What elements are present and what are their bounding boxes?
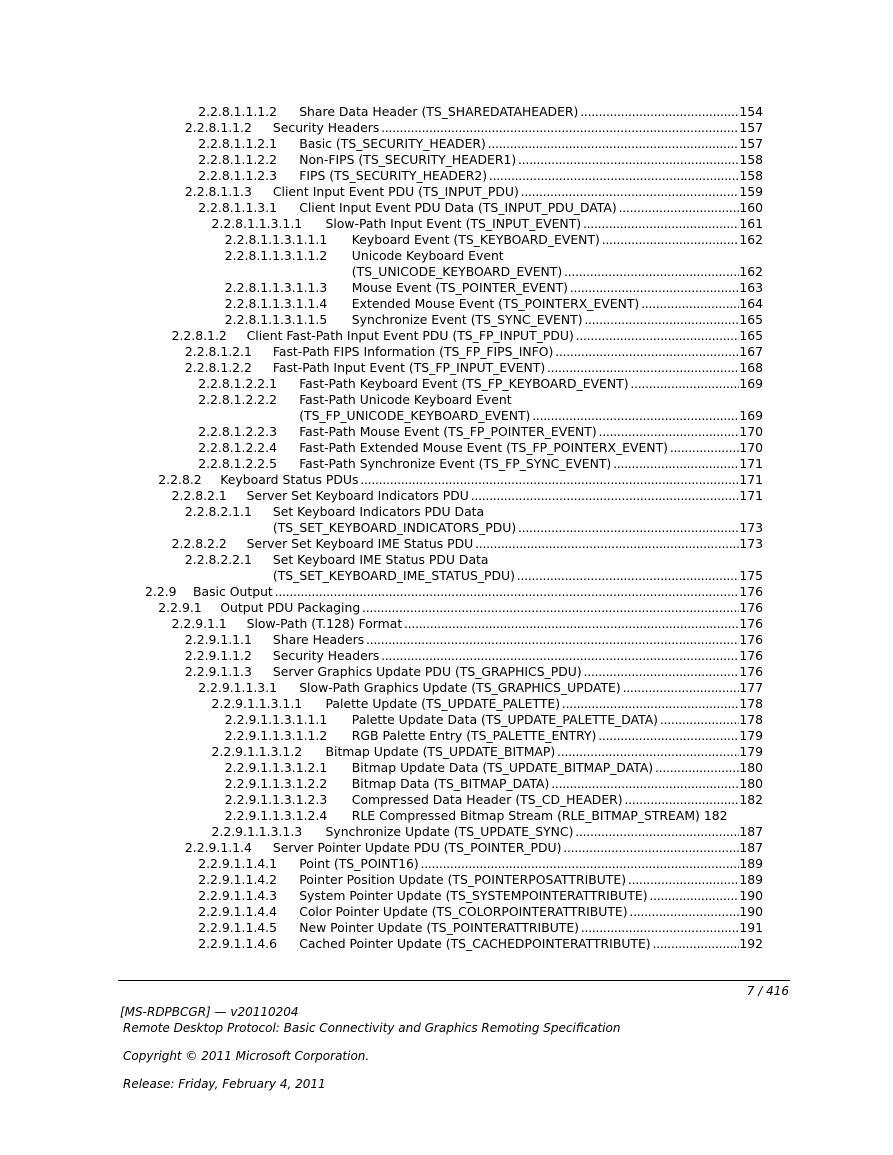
toc-entry[interactable] xyxy=(0,872,893,888)
toc-entry-page: 173 xyxy=(739,536,763,551)
toc-entry-number: 2.2.8.2.1.1 xyxy=(184,504,252,519)
toc-entry[interactable] xyxy=(0,776,893,792)
toc-entry-number: 2.2.9.1.1.4.4 xyxy=(198,904,278,919)
toc-entry[interactable] xyxy=(0,584,893,600)
toc-entry-title: Client Input Event PDU Data (TS_INPUT_PDU_DATA) . . . xyxy=(299,200,739,216)
toc-entry-page: 179 xyxy=(739,744,763,759)
toc-entry[interactable] xyxy=(0,840,893,856)
toc-entry[interactable] xyxy=(0,888,893,904)
toc-entry-number: 2.2.8.2.2 xyxy=(171,536,227,551)
toc-entry-title: Synchronize Update (TS_UPDATE_SYNC) . . . xyxy=(326,824,740,840)
toc-entry[interactable] xyxy=(0,760,893,776)
toc-entry-title: FIPS (TS_SECURITY_HEADER2) . . . xyxy=(299,168,739,184)
toc-entry-page: 158 xyxy=(739,168,763,183)
toc-entry-number: 2.2.8.1.1.3.1.1.1 xyxy=(224,232,328,247)
toc-entry-title: (TS_FP_UNICODE_KEYBOARD_EVENT) . . . xyxy=(299,408,739,424)
toc-entry-number: 2.2.8.1.2.2.1 xyxy=(198,376,278,391)
toc-entry-page: 169 xyxy=(739,408,763,423)
toc-entry-number: 2.2.9.1.1.1 xyxy=(184,632,252,647)
toc-entry[interactable] xyxy=(0,856,893,872)
toc-entry[interactable] xyxy=(0,152,893,168)
toc-entry-number: 2.2.9.1.1.2 xyxy=(184,648,252,663)
toc-entry[interactable] xyxy=(0,184,893,200)
toc-entry[interactable] xyxy=(0,696,893,712)
toc-entry-page: 165 xyxy=(739,312,763,327)
toc-entry-page: 160 xyxy=(739,200,763,215)
toc-entry-number: 2.2.8.1.1.2.1 xyxy=(198,136,278,151)
toc-entry[interactable] xyxy=(0,472,893,488)
toc-entry-page: 176 xyxy=(739,616,763,631)
toc-entry-number: 2.2.8.1.2 xyxy=(171,328,227,343)
toc-entry[interactable] xyxy=(0,520,893,536)
toc-entry-page: 170 xyxy=(739,440,763,455)
toc-entry-number: 2.2.9.1.1.3 xyxy=(184,664,252,679)
toc-entry-title: Output PDU Packaging . . . xyxy=(220,600,739,616)
toc-entry-title: Fast-Path Unicode Keyboard Event xyxy=(299,392,512,407)
toc-entry[interactable] xyxy=(0,280,893,296)
toc-entry-title: Non-FIPS (TS_SECURITY_HEADER1) . . . xyxy=(299,152,739,168)
toc-entry-title: Slow-Path Graphics Update (TS_GRAPHICS_UPDATE) . . . xyxy=(299,680,739,696)
toc-entry-number: 2.2.9.1.1.3.1.2.1 xyxy=(224,760,328,775)
toc-entry[interactable] xyxy=(0,680,893,696)
toc-entry-page: 168 xyxy=(739,360,763,375)
toc-entry[interactable] xyxy=(0,664,893,680)
toc-entry-number: 2.2.9.1.1.4.5 xyxy=(198,920,278,935)
toc-entry[interactable] xyxy=(0,792,893,808)
toc-entry-number: 2.2.8.1.1.2.2 xyxy=(198,152,278,167)
toc-entry-page: 171 xyxy=(739,456,763,471)
toc-entry[interactable] xyxy=(0,216,893,232)
toc-entry-page: 187 xyxy=(739,824,763,839)
toc-entry-page: 165 xyxy=(739,328,763,343)
toc-entry-number xyxy=(185,520,273,536)
toc-entry-number: 2.2.8.1.2.1 xyxy=(184,344,252,359)
toc-entry[interactable] xyxy=(0,632,893,648)
toc-entry-title: Fast-Path FIPS Information (TS_FP_FIPS_INFO) . . . xyxy=(273,344,739,360)
toc-entry-number: 2.2.8.1.1.3.1.1.4 xyxy=(224,296,328,311)
toc-entry-number: 2.2.8.1.1.2.3 xyxy=(198,168,278,183)
toc-entry-title: Server Graphics Update PDU (TS_GRAPHICS_PDU) . . . xyxy=(273,664,739,680)
toc-entry-number: 2.2.9.1.1.3.1 xyxy=(198,680,278,695)
toc-entry-number: 2.2.8.1.2.2.3 xyxy=(198,424,278,439)
copyright-notice: Copyright © 2011 Microsoft Corporation. xyxy=(123,1049,370,1063)
toc-entry-page: 162 xyxy=(739,232,763,247)
toc-entry-page: 169 xyxy=(739,376,763,391)
toc-entry-number: 2.2.9.1.1.3.1.1 xyxy=(211,696,303,711)
toc-entry-number: 2.2.9.1.1.3.1.1.1 xyxy=(224,712,328,727)
toc-entry-page: 161 xyxy=(739,216,763,231)
toc-entry-page: 176 xyxy=(739,584,763,599)
toc-entry-page: 190 xyxy=(739,888,763,903)
toc-entry-page: 191 xyxy=(739,920,763,935)
toc-entry-number: 2.2.9.1.1.3.1.2.2 xyxy=(224,776,328,791)
toc-entry-title: System Pointer Update (TS_SYSTEMPOINTERATTRIBUTE) . . . xyxy=(299,888,739,904)
toc-entry[interactable] xyxy=(0,344,893,360)
toc-entry-title: RLE Compressed Bitmap Stream (RLE_BITMAP_STREAM) xyxy=(351,808,700,823)
toc-entry-title: Fast-Path Synchronize Event (TS_FP_SYNC_EVENT) . . . xyxy=(299,456,739,472)
toc-entry-title: Share Data Header (TS_SHAREDATAHEADER) . . . xyxy=(299,104,739,120)
toc-entry-number: 2.2.8.1.1.3 xyxy=(184,184,252,199)
toc-entry-title: RGB Palette Entry (TS_PALETTE_ENTRY) . . . xyxy=(352,728,740,744)
toc-entry[interactable] xyxy=(0,440,893,456)
toc-entry-number: 2.2.8.1.2.2.2 xyxy=(198,392,278,407)
toc-entry-number: 2.2.9.1.1.4.2 xyxy=(198,872,278,887)
toc-entry-title: Point (TS_POINT16) . . . xyxy=(299,856,739,872)
toc-entry-page: 178 xyxy=(739,696,763,711)
toc-entry-number: 2.2.8.1.1.3.1.1.3 xyxy=(224,280,328,295)
toc-entry-number: 2.2.8.1.1.3.1.1 xyxy=(211,216,303,231)
toc-entry-page: 182 xyxy=(703,808,728,823)
toc-entry[interactable] xyxy=(0,504,893,520)
toc-entry[interactable] xyxy=(0,808,893,824)
toc-entry[interactable] xyxy=(0,328,893,344)
toc-entry[interactable] xyxy=(0,904,893,920)
toc-entry-title: Palette Update Data (TS_UPDATE_PALETTE_DATA) . . . xyxy=(352,712,740,728)
toc-entry[interactable] xyxy=(0,120,893,136)
toc-entry[interactable] xyxy=(0,392,893,408)
toc-entry-title: Server Pointer Update PDU (TS_POINTER_PDU) . . . xyxy=(273,840,739,856)
toc-entry[interactable] xyxy=(0,264,893,280)
toc-entry-page: 175 xyxy=(739,568,763,583)
toc-entry[interactable] xyxy=(0,312,893,328)
toc-entry-title: Basic Output . . . xyxy=(193,584,739,600)
toc-entry-page: 162 xyxy=(739,264,763,279)
toc-entry-number: 2.2.8.1.2.2.5 xyxy=(198,456,278,471)
toc-entry-page: 158 xyxy=(739,152,763,167)
document-title: Remote Desktop Protocol: Basic Connectivity and Graphics Remoting Specification xyxy=(123,1021,621,1035)
toc-entry-title: (TS_UNICODE_KEYBOARD_EVENT) . . . xyxy=(352,264,740,280)
toc-entry[interactable] xyxy=(0,136,893,152)
toc-entry-page: 163 xyxy=(739,280,763,295)
toc-entry-page: 176 xyxy=(739,632,763,647)
page-number: 7 / 416 xyxy=(746,984,789,998)
toc-entry[interactable] xyxy=(0,744,893,760)
toc-entry-page: 170 xyxy=(739,424,763,439)
toc-entry-page: 159 xyxy=(739,184,763,199)
toc-entry-title: Basic (TS_SECURITY_HEADER) . . . xyxy=(299,136,739,152)
toc-entry[interactable] xyxy=(0,824,893,840)
toc-entry-page: 173 xyxy=(739,520,763,535)
footer-divider xyxy=(118,980,790,981)
toc-entry-number: 2.2.9.1.1.3.1.1.2 xyxy=(224,728,328,743)
toc-entry-number: 2.2.8.1.1.2 xyxy=(184,120,252,135)
release-date: Release: Friday, February 4, 2011 xyxy=(123,1077,326,1091)
toc-entry-title: Keyboard Status PDUs . . . xyxy=(220,472,739,488)
toc-entry-page: 178 xyxy=(739,712,763,727)
toc-entry-page: 177 xyxy=(739,680,763,695)
toc-entry-title: Mouse Event (TS_POINTER_EVENT) . . . xyxy=(352,280,740,296)
toc-entry-number: 2.2.8.1.2.2.4 xyxy=(198,440,278,455)
toc-entry-number: 2.2.9.1.1.3.1.2.3 xyxy=(224,792,328,807)
toc-entry-page: 176 xyxy=(739,664,763,679)
toc-entry-title: Server Set Keyboard IME Status PDU . . . xyxy=(247,536,740,552)
toc-entry-number: 2.2.8.1.1.3.1.1.2 xyxy=(224,248,328,263)
toc-entry-number: 2.2.9 xyxy=(145,584,177,599)
toc-entry-title: Cached Pointer Update (TS_CACHEDPOINTERATTRIBUTE) . . . xyxy=(299,936,739,952)
toc-entry-title: Keyboard Event (TS_KEYBOARD_EVENT) . . . xyxy=(352,232,740,248)
toc-entry[interactable] xyxy=(0,104,893,120)
toc-entry[interactable] xyxy=(0,600,893,616)
toc-entry-title: Set Keyboard Indicators PDU Data xyxy=(272,504,485,519)
toc-entry-page: 189 xyxy=(739,856,763,871)
toc-entry[interactable] xyxy=(0,648,893,664)
toc-entry-page: 157 xyxy=(739,120,763,135)
toc-entry[interactable] xyxy=(0,616,893,632)
toc-entry-number: 2.2.8.1.2.2 xyxy=(184,360,252,375)
toc-entry-number: 2.2.8.2.2.1 xyxy=(184,552,252,567)
toc-entry-page: 187 xyxy=(739,840,763,855)
toc-entry-title: Bitmap Data (TS_BITMAP_DATA) . . . xyxy=(352,776,740,792)
toc-entry-page: 167 xyxy=(739,344,763,359)
toc-entry-page: 180 xyxy=(739,760,763,775)
toc-entry-page: 176 xyxy=(739,648,763,663)
toc-entry-page: 164 xyxy=(739,296,763,311)
toc-entry-title: Security Headers . . . xyxy=(273,120,739,136)
toc-entry-number: 2.2.9.1 xyxy=(158,600,202,615)
toc-entry-title: Palette Update (TS_UPDATE_PALETTE) . . . xyxy=(326,696,740,712)
toc-entry-number: 2.2.9.1.1.3.1.3 xyxy=(211,824,303,839)
toc-entry[interactable] xyxy=(0,568,893,584)
toc-entry-page: 190 xyxy=(739,904,763,919)
toc-entry-page: 179 xyxy=(739,728,763,743)
toc-entry-page: 171 xyxy=(739,472,763,487)
toc-entry-number: 2.2.9.1.1.3.1.2 xyxy=(211,744,303,759)
toc-entry[interactable] xyxy=(0,200,893,216)
toc-entry[interactable] xyxy=(0,920,893,936)
toc-entry[interactable] xyxy=(0,360,893,376)
toc-entry-title: Synchronize Event (TS_SYNC_EVENT) . . . xyxy=(352,312,740,328)
toc-entry-title: Bitmap Update Data (TS_UPDATE_BITMAP_DATA) . . . xyxy=(352,760,740,776)
toc-entry-title: Pointer Position Update (TS_POINTERPOSATTRIBUTE) . . . xyxy=(299,872,739,888)
toc-entry-page: 157 xyxy=(739,136,763,151)
toc-entry-title: New Pointer Update (TS_POINTERATTRIBUTE) . . . xyxy=(299,920,739,936)
toc-entry-title: Fast-Path Extended Mouse Event (TS_FP_POINTERX_EVENT) . . . xyxy=(299,440,739,456)
toc-entry-title: Unicode Keyboard Event xyxy=(351,248,504,263)
toc-entry-title: Security Headers . . . xyxy=(273,648,739,664)
toc-entry-title: Fast-Path Mouse Event (TS_FP_POINTER_EVENT) . . . xyxy=(299,424,739,440)
toc-entry-title: Compressed Data Header (TS_CD_HEADER) . . . xyxy=(352,792,740,808)
toc-entry[interactable] xyxy=(0,424,893,440)
toc-entry[interactable] xyxy=(0,296,893,312)
toc-entry-number: 2.2.8.2 xyxy=(158,472,202,487)
toc-entry-number: 2.2.9.1.1 xyxy=(171,616,227,631)
toc-entry-page: 176 xyxy=(739,600,763,615)
toc-entry[interactable] xyxy=(0,552,893,568)
toc-entry[interactable] xyxy=(0,936,893,952)
table-of-contents xyxy=(0,104,893,952)
toc-entry-title: Set Keyboard IME Status PDU Data xyxy=(272,552,489,567)
toc-entry-title: Color Pointer Update (TS_COLORPOINTERATTRIBUTE) . . . xyxy=(299,904,739,920)
toc-entry-title: Slow-Path (T.128) Format . . . xyxy=(247,616,740,632)
toc-entry-number xyxy=(198,408,299,424)
toc-entry-title: Slow-Path Input Event (TS_INPUT_EVENT) . . . xyxy=(326,216,740,232)
toc-entry-title: Client Input Event PDU (TS_INPUT_PDU) . . . xyxy=(273,184,739,200)
toc-entry-page: 154 xyxy=(739,104,763,119)
toc-entry-number xyxy=(185,568,273,584)
toc-entry[interactable] xyxy=(0,536,893,552)
toc-entry-title: Bitmap Update (TS_UPDATE_BITMAP) . . . xyxy=(326,744,740,760)
toc-entry-page: 189 xyxy=(739,872,763,887)
toc-entry-number: 2.2.9.1.1.3.1.2.4 xyxy=(224,808,328,823)
toc-entry-number: 2.2.9.1.1.4.6 xyxy=(198,936,278,951)
toc-entry-page: 180 xyxy=(739,776,763,791)
toc-entry-title: Server Set Keyboard Indicators PDU . . . xyxy=(247,488,740,504)
toc-entry[interactable] xyxy=(0,408,893,424)
toc-entry-title: (TS_SET_KEYBOARD_IME_STATUS_PDU) . . . xyxy=(273,568,739,584)
toc-entry-number: 2.2.9.1.1.4.3 xyxy=(198,888,278,903)
toc-entry[interactable] xyxy=(0,488,893,504)
toc-entry-title: (TS_SET_KEYBOARD_INDICATORS_PDU) . . . xyxy=(273,520,739,536)
toc-entry-number: 2.2.8.1.1.3.1.1.5 xyxy=(224,312,328,327)
toc-entry-number xyxy=(225,264,352,280)
toc-entry[interactable] xyxy=(0,168,893,184)
toc-entry-page: 192 xyxy=(739,936,763,951)
toc-entry-page: 171 xyxy=(739,488,763,503)
toc-entry-number: 2.2.8.1.1.3.1 xyxy=(198,200,278,215)
toc-entry[interactable] xyxy=(0,712,893,728)
toc-entry-title: Fast-Path Input Event (TS_FP_INPUT_EVENT) . . . xyxy=(273,360,739,376)
toc-entry[interactable] xyxy=(0,376,893,392)
toc-entry-number: 2.2.9.1.1.4.1 xyxy=(198,856,278,871)
toc-entry[interactable] xyxy=(0,248,893,264)
toc-entry[interactable] xyxy=(0,456,893,472)
toc-entry-page: 182 xyxy=(739,792,763,807)
toc-entry-title: Client Fast-Path Input Event PDU (TS_FP_INPUT_PDU) . . . xyxy=(247,328,740,344)
toc-entry[interactable] xyxy=(0,728,893,744)
toc-entry-title: Share Headers . . . xyxy=(273,632,739,648)
toc-entry-title: Fast-Path Keyboard Event (TS_FP_KEYBOARD_EVENT) . . . xyxy=(299,376,739,392)
toc-entry-title: Extended Mouse Event (TS_POINTERX_EVENT) . . . xyxy=(352,296,740,312)
toc-entry[interactable] xyxy=(0,232,893,248)
toc-entry-number: 2.2.8.1.1.1.2 xyxy=(198,104,278,119)
document-id: [MS-RDPBCGR] — v20110204 xyxy=(120,1005,299,1019)
toc-entry-number: 2.2.9.1.1.4 xyxy=(184,840,252,855)
toc-entry-number: 2.2.8.2.1 xyxy=(171,488,227,503)
